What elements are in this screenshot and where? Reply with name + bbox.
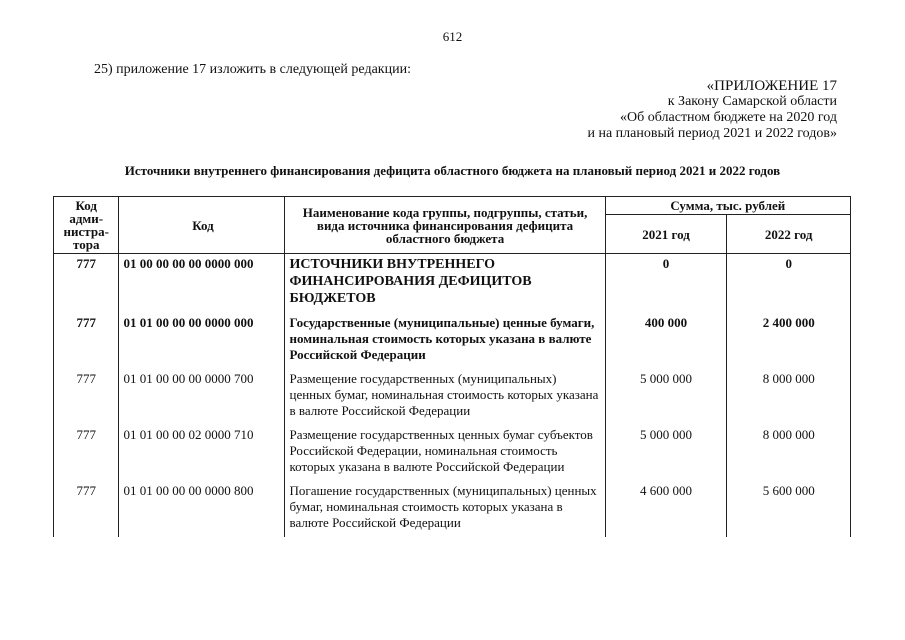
header-admin-code: Код адми- нистра- тора [54, 197, 119, 254]
name-cell: Размещение государственных ценных бумаг субъектов Российской Федерации, номинальная стоимость которых указана в валюте Российской Федерации [285, 425, 605, 481]
code-cell: 01 01 00 00 02 0000 710 [119, 425, 285, 481]
sum-2022-cell: 5 600 000 [727, 481, 851, 537]
header-code: Код [119, 197, 285, 254]
table-row [54, 369, 851, 425]
code-cell: 01 01 00 00 00 0000 700 [119, 369, 285, 425]
page-number: 612 [442, 29, 463, 44]
admin-code-cell: 777 [54, 313, 119, 369]
sum-2021-cell: 5 000 000 [605, 369, 727, 425]
appendix-line: «ПРИЛОЖЕНИЕ 17 [706, 78, 837, 94]
sum-2021-cell: 400 000 [605, 313, 727, 369]
code-cell: 01 01 00 00 00 0000 800 [119, 481, 285, 537]
appendix-line: к Закону Самарской области [667, 94, 837, 109]
header-name: Наименование кода группы, подгруппы, статьи, вида источника финансирования дефицита областного бюджета [285, 197, 605, 254]
table-row [54, 313, 851, 369]
admin-code-cell: 777 [54, 369, 119, 425]
appendix-line: «Об областном бюджете на 2020 год [620, 110, 837, 125]
code-cell: 01 00 00 00 00 0000 000 [119, 254, 285, 314]
admin-code-cell: 777 [54, 481, 119, 537]
header-year-2021: 2021 год [605, 215, 727, 254]
document-title: Источники внутреннего финансирования дефицита областного бюджета на плановый период 2021 и 2022 годов [124, 163, 781, 178]
sum-2021-cell: 5 000 000 [605, 425, 727, 481]
amendment-intro: 25) приложение 17 изложить в следующей редакции: [94, 62, 411, 77]
header-year-2022: 2022 год [727, 215, 851, 254]
appendix-heading [587, 78, 837, 142]
appendix-line: и на плановый период 2021 и 2022 годов» [587, 126, 837, 141]
admin-code-cell: 777 [54, 425, 119, 481]
sum-2022-cell: 8 000 000 [727, 425, 851, 481]
name-cell: ИСТОЧНИКИ ВНУТРЕННЕГО ФИНАНСИРОВАНИЯ ДЕФИЦИТОВ БЮДЖЕТОВ [285, 254, 605, 314]
table-row [54, 425, 851, 481]
admin-code-cell: 777 [54, 254, 119, 314]
table-row [54, 481, 851, 537]
code-cell: 01 01 00 00 00 0000 000 [119, 313, 285, 369]
financing-sources-table [53, 196, 851, 537]
sum-2022-cell: 2 400 000 [727, 313, 851, 369]
name-cell: Размещение государственных (муниципальных) ценных бумаг, номинальная стоимость которых указана в валюте Российской Федерации [285, 369, 605, 425]
sum-2021-cell: 0 [605, 254, 727, 314]
table-row [54, 254, 851, 314]
name-cell: Погашение государственных (муниципальных) ценных бумаг, номинальная стоимость которых указана в валюте Российской Федерации [285, 481, 605, 537]
sum-2021-cell: 4 600 000 [605, 481, 727, 537]
header-sum: Сумма, тыс. рублей [605, 197, 850, 215]
name-cell: Государственные (муниципальные) ценные бумаги, номинальная стоимость которых указана в валюте Российской Федерации [285, 313, 605, 369]
sum-2022-cell: 0 [727, 254, 851, 314]
sum-2022-cell: 8 000 000 [727, 369, 851, 425]
